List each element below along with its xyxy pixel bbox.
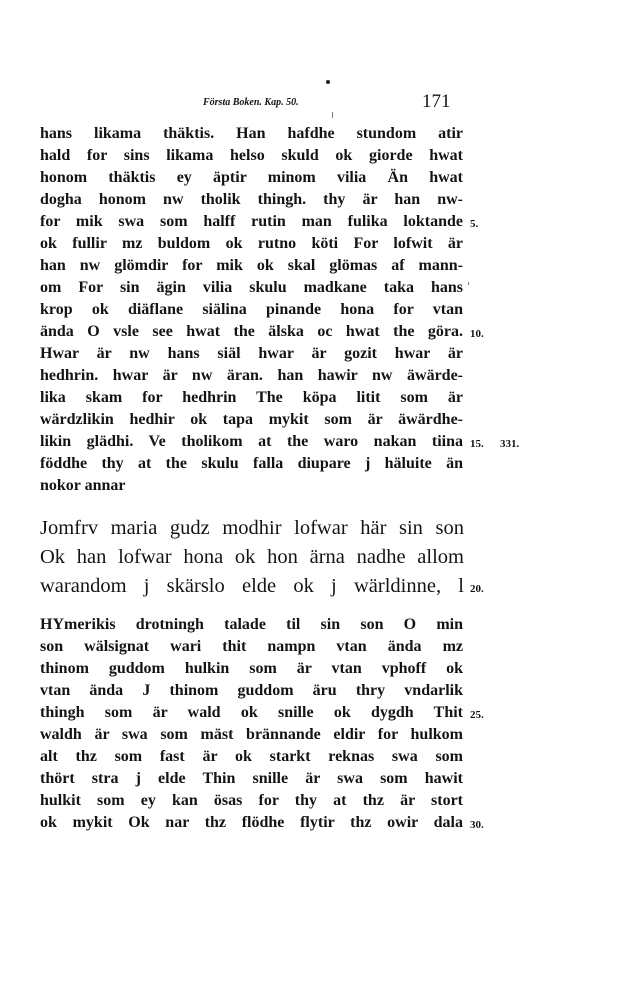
text-line: Hwar är nw hans siäl hwar är gozit hwar är [40,345,463,362]
text-line: honom thäktis ey äptir minom vilia Än hwat [40,169,463,186]
line-number-30: 30. [470,819,484,831]
text-line: likin glädhi. Ve tholikom at the waro nakan tiina [40,433,463,450]
heading-line: Jomfrv maria gudz modhir lofwar här sin son [40,517,464,539]
text-line: om For sin ägin vilia skulu madkane taka hans [40,279,463,296]
text-line: han nw glömdir for mik ok skal glömas af mann- [40,257,463,274]
text-line: ok mykit Ok nar thz flödhe flytir thz owir dala [40,814,463,831]
text-line: vtan ända J thinom guddom äru thry vndarlik [40,682,463,699]
page-number: 171 [422,91,451,112]
heading-line: Ok han lofwar hona ok hon ärna nadhe allom [40,546,464,568]
text-line: thingh som är wald ok snille ok dygdh Thit [40,704,463,721]
text-line: föddhe thy at the skulu falla diupare j häluite än [40,455,463,472]
text-line: ok fullir mz buldom ok rutno köti For lofwit är [40,235,463,252]
line-number-20: 20. [470,583,484,595]
text-line: hedhrin. hwar är nw äran. han hawir nw äwärde- [40,367,463,384]
text-line: dogha honom nw tholik thingh. thy är han nw- [40,191,463,208]
text-line: nokor annar [40,477,126,494]
line-number-5: 5. [470,218,479,230]
text-line: hans likama thäktis. Han hafdhe stundom atir [40,125,463,142]
text-line: son wälsignat wari thit nampn vtan ända mz [40,638,463,655]
page-header [0,91,632,115]
print-speck [468,282,469,285]
line-number-10: 10. [470,328,484,340]
ink-dot [326,80,330,84]
text-line: waldh är swa som mäst brännande eldir for hulkom [40,726,463,743]
text-line: hald for sins likama helso skuld ok giorde hwat [40,147,463,164]
running-head: Första Boken. Kap. 50. [203,97,299,108]
text-line: thört stra j elde Thin snille är swa som hawit [40,770,463,787]
line-number-15: 15. [470,438,484,450]
reference-number-331: 331. [500,438,520,450]
text-line: wärdzlikin hedhir ok tapa mykit som är äwärdhe- [40,411,463,428]
text-line: HYmerikis drotningh talade til sin son O min [40,616,463,633]
text-line: thinom guddom hulkin som är vtan vphoff ok [40,660,463,677]
text-line: for mik swa som halff rutin man fulika loktande [40,213,463,230]
line-number-25: 25. [470,709,484,721]
text-line: ända O vsle see hwat the älska oc hwat the göra. [40,323,463,340]
print-speck [332,112,333,118]
text-line: hulkit som ey kan ösas for thy at thz är stort [40,792,463,809]
text-line: krop ok diäflane siälina pinande hona for vtan [40,301,463,318]
heading-line: warandom j skärslo elde ok j wärldinne, l [40,575,464,597]
text-line: lika skam for hedhrin The köpa litit som är [40,389,463,406]
text-line: alt thz som fast är ok starkt reknas swa som [40,748,463,765]
